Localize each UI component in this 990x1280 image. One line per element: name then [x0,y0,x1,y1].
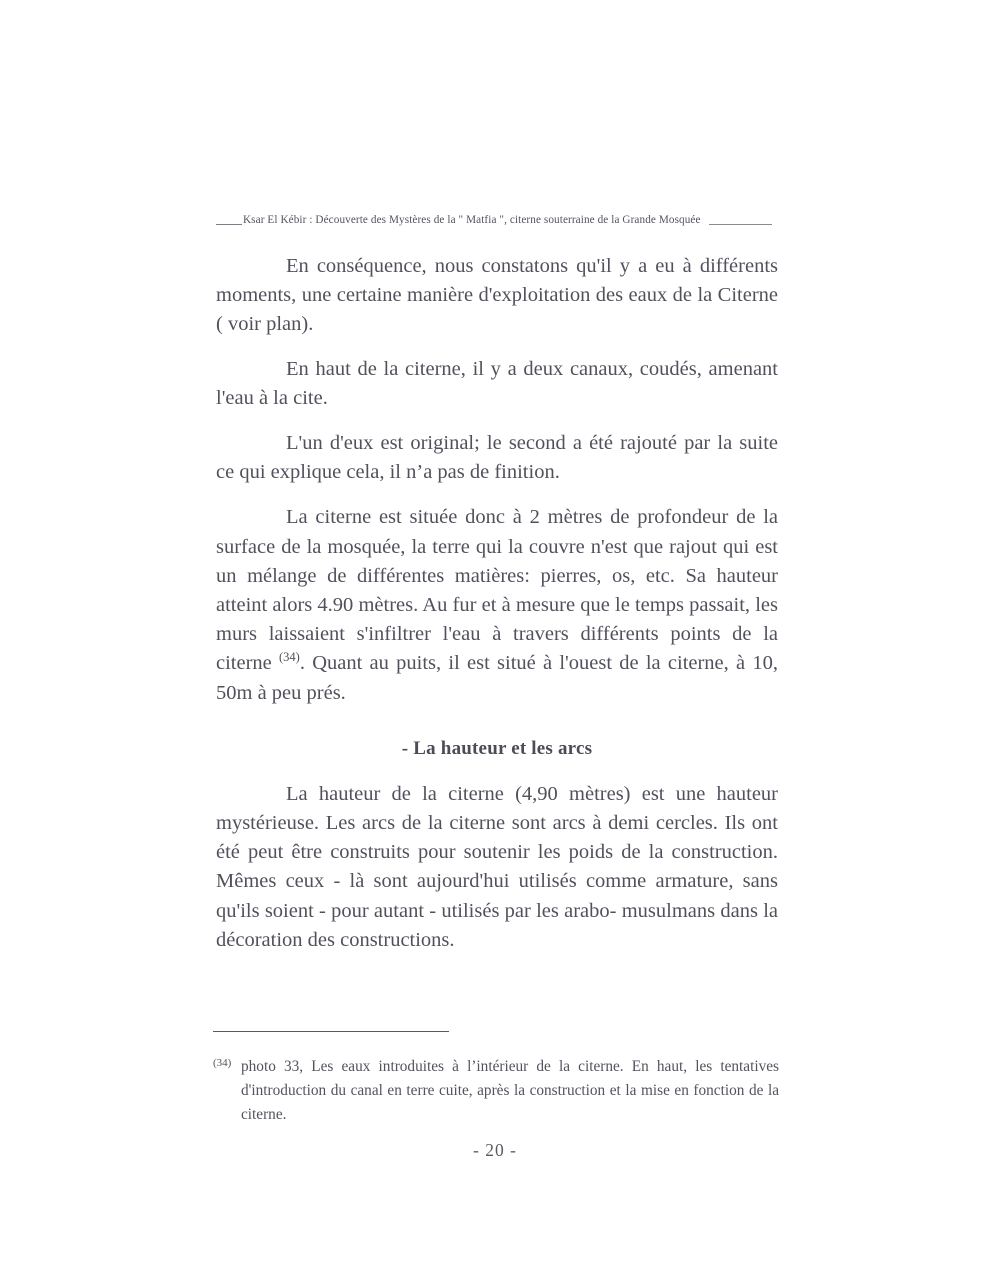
paragraph-5: La hauteur de la citerne (4,90 mètres) est une hauteur mystérieuse. Les arcs de la citerne sont arcs à demi cercles. Ils ont été peut être construits pour soutenir les poids de la construction. Mêmes ceux - là sont aujourd'hui utilisés comme armature, sans qu'ils soient - pour autant - utilisés par les arabo- musulmans dans la décoration des constructions. [216,782,778,951]
footnote-block [213,1031,779,1127]
paragraph-2: En haut de la citerne, il y a deux canaux, coudés, amenant l'eau à la cite. [216,357,778,409]
running-header [216,211,778,231]
footnote-reference-34[interactable]: (34) [279,650,300,665]
header-rule-right [709,224,772,225]
footnote-separator-rule [213,1031,449,1032]
header-rule-left [216,224,242,225]
body-text-column [216,252,778,955]
paragraph-4 [216,503,778,707]
paragraph-3: L'un d'eux est original; le second a été rajouté par la suite ce qui explique cela, il n’a pas de finition. [216,432,778,484]
section-subheading: - La hauteur et les arcs [401,737,593,759]
page-number: - 20 - [473,1140,517,1160]
paragraph-4-text-after-note: . Quant au puits, il est situé à l'ouest de la citerne, à 10, 50m à peu prés. [216,652,779,704]
paragraph-1: En conséquence, nous constatons qu'il y a eu à différents moments, une certaine manière d'exploitation des eaux de la Citerne ( voir plan). [216,255,778,336]
footnote-marker-34: (34) [213,1057,232,1069]
running-header-text: Ksar El Kébir : Découverte des Mystères de la " Matfia ", citerne souterraine de la Grande Mosquée [243,214,701,227]
paragraph-4-text-before-note: La citerne est située donc à 2 mètres de profondeur de la surface de la mosquée, la terre qui la couvre n'est que rajout qui est un mélange de différentes matières: pierres, os, etc. Sa hauteur atteint alors 4.90 mètres. Au fur et à mesure que le temps passait, les murs laissaient s'infiltrer l'eau à travers différents points de la citerne [216,506,778,675]
footnote-text: photo 33, Les eaux introduites à l’intérieur de la citerne. En haut, les tentatives d'introduction du canal en terre cuite, après la construction et la mise en fonction de la citerne. [241,1058,779,1123]
footnote-entry [213,1055,779,1127]
